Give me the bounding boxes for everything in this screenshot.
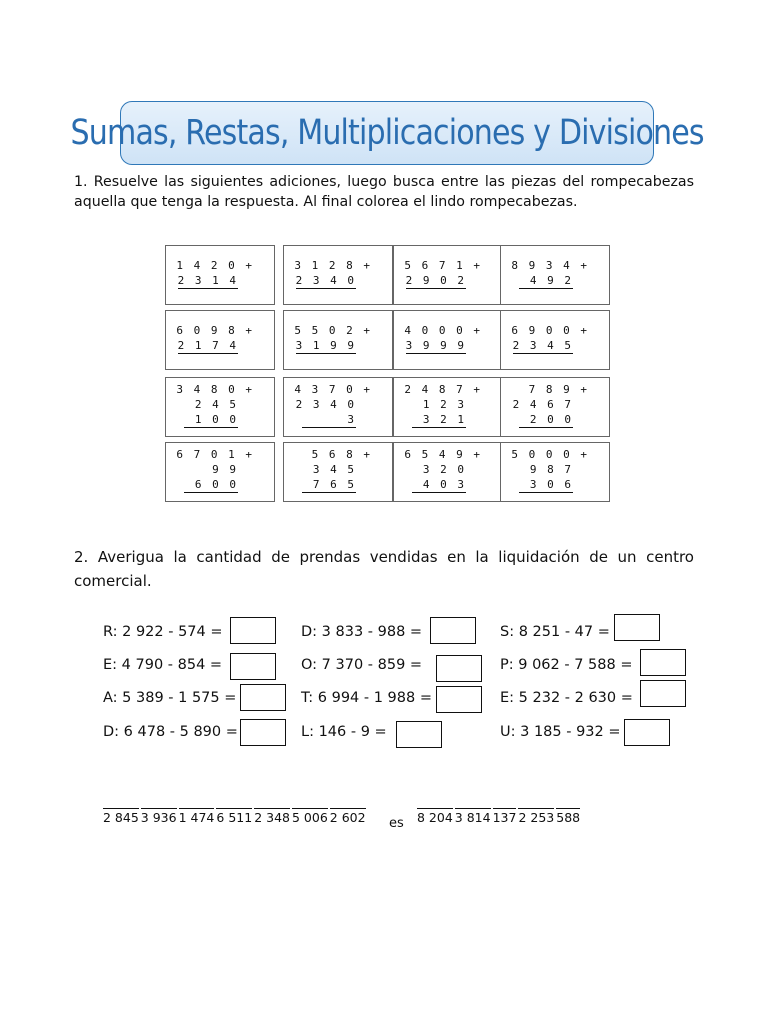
subtraction-equation: R: 2 922 - 574 = [103,624,223,640]
answer-box[interactable] [240,684,286,711]
puzzle-line: 9 9 [212,463,238,476]
puzzle-piece [500,377,610,437]
subtraction-equation: O: 7 370 - 859 = [301,657,423,673]
code-number: 3 814 [454,810,491,825]
puzzle-line: 9 8 7 [529,463,573,476]
code-number: 8 204 [417,810,453,825]
question-1-text: 1. Resuelve las siguientes adiciones, luego busca entre las piezas del rompecabezas aquella que tenga la respuesta. Al final colorea el lindo rompecabezas. [74,174,694,210]
subtraction-equation: P: 9 062 - 7 588 = [500,657,633,673]
code-number: 6 511 [216,810,253,825]
code-number: 1 474 [178,810,215,825]
puzzle-line: 2 0 0 [519,412,573,428]
puzzle-line: 5 6 7 1 + [404,259,482,272]
puzzle-line: 2 4 8 7 + [404,383,482,396]
puzzle-piece [500,245,610,305]
puzzle-line: 2 3 4 5 [512,339,573,352]
answer-box[interactable] [614,614,660,641]
puzzle-line: 3 2 1 [412,412,466,428]
subtraction-equation: U: 3 185 - 932 = [500,724,621,740]
puzzle-line: 6 0 0 [184,477,238,493]
puzzle-line: 3 1 9 9 [295,339,356,352]
puzzle-piece [165,442,275,502]
code-number: 3 936 [140,810,177,825]
puzzle-line: 4 9 2 [519,273,573,289]
answer-box[interactable] [230,617,276,644]
puzzle-line: 3 1 2 8 + [294,259,372,272]
puzzle-line: 6 9 0 0 + [511,324,589,337]
puzzle-line: 4 0 3 [412,477,466,493]
puzzle-line: 2 1 7 4 [177,339,238,352]
puzzle-line: 3 0 6 [519,477,573,493]
puzzle-piece [393,245,503,305]
code-number: 2 253 [518,810,555,825]
puzzle-line: 2 3 4 0 [295,274,356,287]
answer-box[interactable] [240,719,286,746]
subtraction-equation: S: 8 251 - 47 = [500,624,610,640]
puzzle-line: 2 4 6 7 [512,398,573,411]
puzzle-line: 3 4 8 0 + [176,383,254,396]
subtraction-equation: E: 5 232 - 2 630 = [500,690,633,706]
puzzle-line: 3 2 0 [422,463,466,476]
code-connector: es [389,816,404,831]
code-right [417,810,582,825]
code-number: 588 [556,810,581,825]
subtraction-equation: T: 6 994 - 1 988 = [301,690,432,706]
puzzle-line: 2 3 4 0 [295,398,356,411]
puzzle-line: 5 0 0 0 + [511,448,589,461]
puzzle-line: 5 5 0 2 + [294,324,372,337]
puzzle-line: 3 9 9 9 [405,339,466,352]
puzzle-line: 7 6 5 [302,477,356,493]
puzzle-line: 3 [302,412,356,428]
puzzle-line: 5 6 8 + [311,448,372,461]
subtraction-equation: E: 4 790 - 854 = [103,657,223,673]
answer-box[interactable] [640,649,686,676]
subtraction-equation: L: 146 - 9 = [301,724,387,740]
question-2-text: 2. Averigua la cantidad de prendas vendidas en la liquidación de un centro comercial. [74,548,694,590]
puzzle-piece [165,245,275,305]
code-number: 2 602 [329,810,366,825]
puzzle-line: 1 0 0 [184,412,238,428]
puzzle-line: 4 3 7 0 + [294,383,372,396]
answer-box[interactable] [230,653,276,680]
puzzle-line: 1 4 2 0 + [176,259,254,272]
puzzle-piece [283,310,393,370]
answer-box[interactable] [436,686,482,713]
puzzle-line: 6 7 0 1 + [176,448,254,461]
puzzle-line: 8 9 3 4 + [511,259,589,272]
puzzle-piece [500,310,610,370]
puzzle-line: 6 5 4 9 + [404,448,482,461]
page-title: Sumas, Restas, Multiplicaciones y Divisiones [70,113,704,153]
puzzle-piece [500,442,610,502]
puzzle-line: 2 4 5 [194,398,238,411]
answer-box[interactable] [640,680,686,707]
puzzle-line: 2 3 1 4 [177,274,238,287]
subtraction-equation: D: 3 833 - 988 = [301,624,423,640]
puzzle-piece [393,310,503,370]
code-number: 137 [492,810,517,825]
puzzle-line: 2 9 0 2 [405,274,466,287]
puzzle-piece [283,442,393,502]
answer-box[interactable] [436,655,482,682]
code-number: 2 845 [103,810,139,825]
code-number: 5 006 [291,810,328,825]
code-left [103,810,368,825]
puzzle-line: 4 0 0 0 + [404,324,482,337]
puzzle-line: 6 0 9 8 + [176,324,254,337]
answer-box[interactable] [624,719,670,746]
puzzle-piece [283,245,393,305]
code-number: 2 348 [254,810,290,825]
puzzle-line: 3 4 5 [312,463,356,476]
title-banner [70,101,704,165]
answer-box[interactable] [430,617,476,644]
subtraction-equation: D: 6 478 - 5 890 = [103,724,238,740]
puzzle-line: 7 8 9 + [528,383,589,396]
puzzle-piece [283,377,393,437]
subtraction-equation: A: 5 389 - 1 575 = [103,690,237,706]
puzzle-piece [393,442,503,502]
puzzle-piece [165,377,275,437]
puzzle-line: 1 2 3 [422,398,466,411]
puzzle-piece [165,310,275,370]
answer-box[interactable] [396,721,442,748]
puzzle-piece [393,377,503,437]
